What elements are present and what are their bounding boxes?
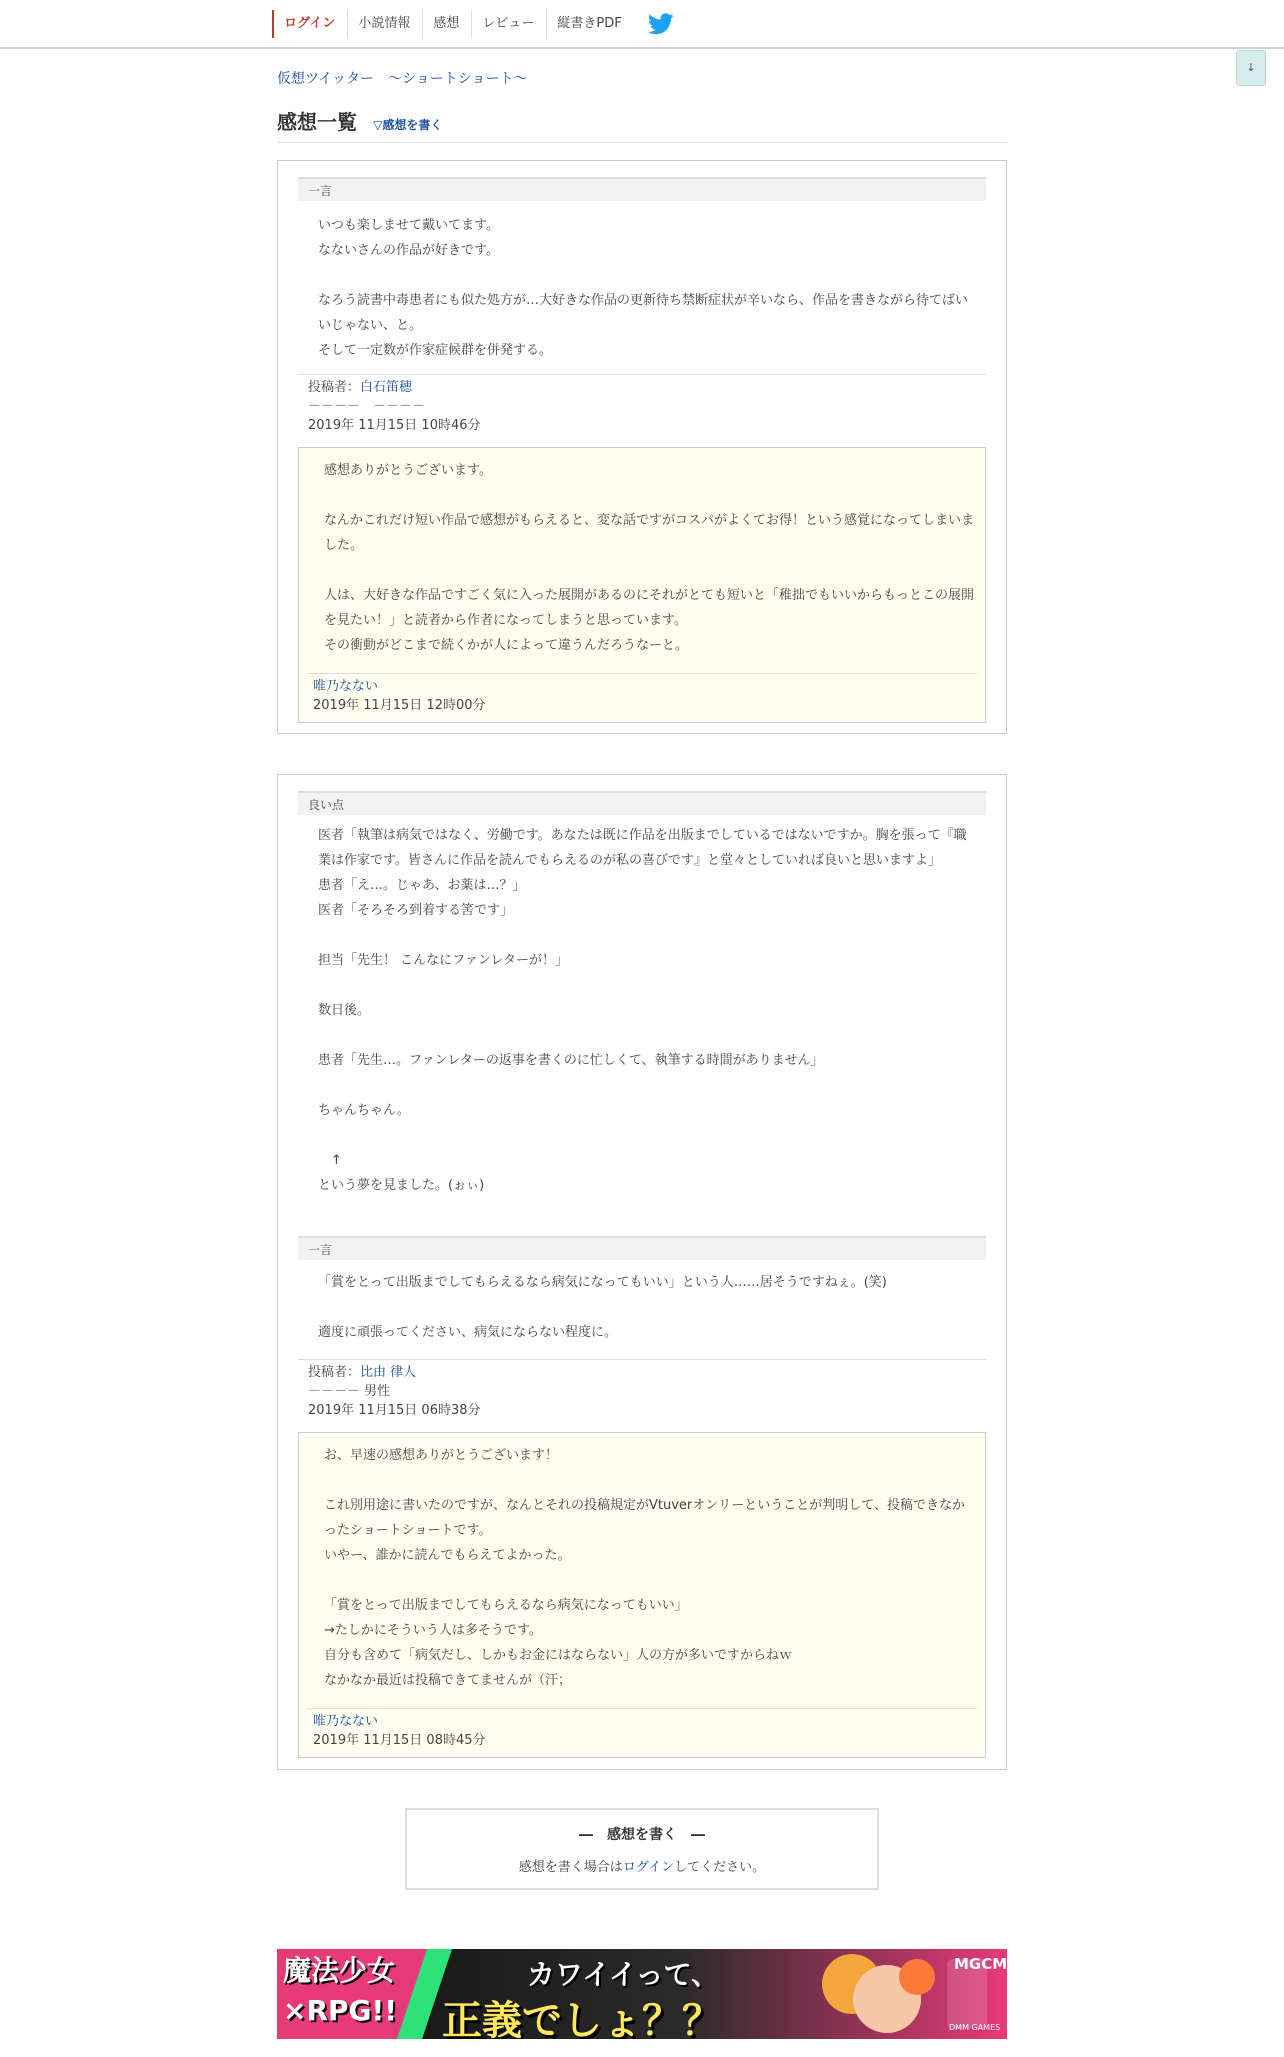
scroll-down-button[interactable]: ↓ (1236, 50, 1266, 86)
ad-banner[interactable] (277, 1949, 1007, 2039)
reply-author-link[interactable]: 唯乃なない (313, 679, 379, 694)
nav-vertical-pdf-link[interactable]: 縦書きPDF (546, 10, 633, 38)
write-box-text (407, 1856, 877, 1875)
divider (307, 673, 977, 674)
section-label: 良い点 (298, 791, 986, 815)
review-card (277, 160, 1007, 734)
poster-prefix: 投稿者： (308, 380, 361, 395)
divider (307, 1708, 977, 1709)
nav-novel-info-link[interactable]: 小説情報 (347, 10, 422, 38)
poster-info: －－－－ －－－－ (308, 399, 426, 414)
nav-impressions-link[interactable]: 感想 (422, 10, 471, 38)
author-reply (298, 1432, 986, 1758)
section-label: 一言 (298, 177, 986, 201)
write-box-login-link[interactable]: ログイン (622, 1860, 675, 1875)
reply-date: 2019年 11月15日 12時00分 (313, 698, 486, 713)
write-impression-link[interactable]: ▽感想を書く (373, 118, 443, 132)
poster-meta (308, 1363, 481, 1420)
section-label: 一言 (298, 1236, 986, 1260)
write-impression-box (405, 1808, 879, 1890)
banner-brand-sub: DMM GAMES (949, 2023, 1001, 2032)
banner-brand: MGCM (954, 1955, 1007, 1973)
poster-link[interactable]: 比由 律人 (360, 1365, 417, 1380)
write-box-text-before: 感想を書く場合は (518, 1860, 623, 1875)
reply-meta (313, 1712, 486, 1750)
post-date: 2019年 11月15日 06時38分 (308, 1403, 481, 1418)
nav-login-link[interactable]: ログイン (272, 10, 347, 38)
banner-left-text: 魔法少女 ×RPG!! (283, 1954, 398, 2027)
review-text: 「賞をとって出版までしてもらえるなら病気になってもいい」という人……居そうですねぇ。(笑) 適度に頑張ってください、病気にならない程度に。 (318, 1275, 887, 1340)
reply-text: お、早速の感想ありがとうございます！ これ別用途に書いたのですが、なんとそれの投稿規定がVtuverオンリーということが判明して、投稿できなかったショートショートです。 いやー、誰かに読んでもらえてよかった。 「賞をとって出版までしてもらえるなら病気になってもいい」 →たしかにそういう人は多そうです。 自分も含めて「病気だし、しかもお金にはならない」人の方が多いですからねｗ なかなか最近は投稿できてませんが（汗； (324, 1448, 966, 1688)
poster-link[interactable]: 白石笛穂 (360, 380, 413, 395)
poster-prefix: 投稿者： (308, 1365, 361, 1380)
write-box-title: ― 感想を書く ― (579, 1827, 705, 1843)
novel-title-link[interactable]: 仮想ツイッター ～ショートショート～ (277, 71, 528, 87)
poster-meta (308, 378, 481, 435)
author-reply (298, 447, 986, 723)
divider (298, 374, 986, 375)
nav-review-link[interactable]: レビュー (471, 10, 546, 38)
review-text: いつも楽しませて戴いてます。 なないさんの作品が好きです。 なろう読書中毒患者にも似た処方が…大好きな作品の更新待ち禁断症状が辛いなら、作品を書きながら待てばいいじゃない、と。 そして一定数が作家症候群を併発する。 (318, 218, 969, 358)
banner-main-top: カワイイって、 (527, 1958, 720, 1991)
review-text: 医者「執筆は病気ではなく、労働です。あなたは既に作品を出版までしているではないですか。胸を張って『職業は作家です。皆さんに作品を読んでもらえるのが私の喜びです』と堂々としていれば良いと思いますよ」 患者「え…。じゃあ、お薬は…？」 医者「そろそろ到着する筈です」 担当「先生！ こんなにファンレターが！」 数日後。 患者「先生…。ファンレターの返事を書くのに忙しくて、執筆する時間がありません」 ちゃんちゃん。 ↑ という夢を見ました。(ぉぃ) (318, 828, 967, 1193)
banner-main-bottom: 正義でしょ？？ (442, 1998, 722, 2039)
reply-author-link[interactable]: 唯乃なない (313, 1714, 379, 1729)
divider (298, 1359, 986, 1360)
twitter-bird-icon[interactable] (648, 12, 678, 36)
poster-info: －－－－ 男性 (308, 1384, 391, 1399)
nav-list (272, 10, 678, 38)
review-card (277, 774, 1007, 1770)
post-date: 2019年 11月15日 10時46分 (308, 418, 481, 433)
reply-text: 感想ありがとうございます。 なんかこれだけ短い作品で感想がもらえると、変な話ですがコスパがよくてお得！という感覚になってしまいました。 人は、大好きな作品ですごく気に入った展開があるのにそれがとても短いと「稚拙でもいいからもっとこの展開を見たい！」と読者から作者になってしまうと思っています。 その衝動がどこまで続くかが人によって違うんだろうなーと。 (324, 463, 975, 653)
page-header (277, 106, 1007, 143)
reply-date: 2019年 11月15日 08時45分 (313, 1733, 486, 1748)
top-navigation (0, 0, 1284, 49)
page-title: 感想一覧 (277, 110, 357, 134)
reply-meta (313, 677, 486, 715)
write-box-text-after: してください。 (674, 1860, 766, 1875)
